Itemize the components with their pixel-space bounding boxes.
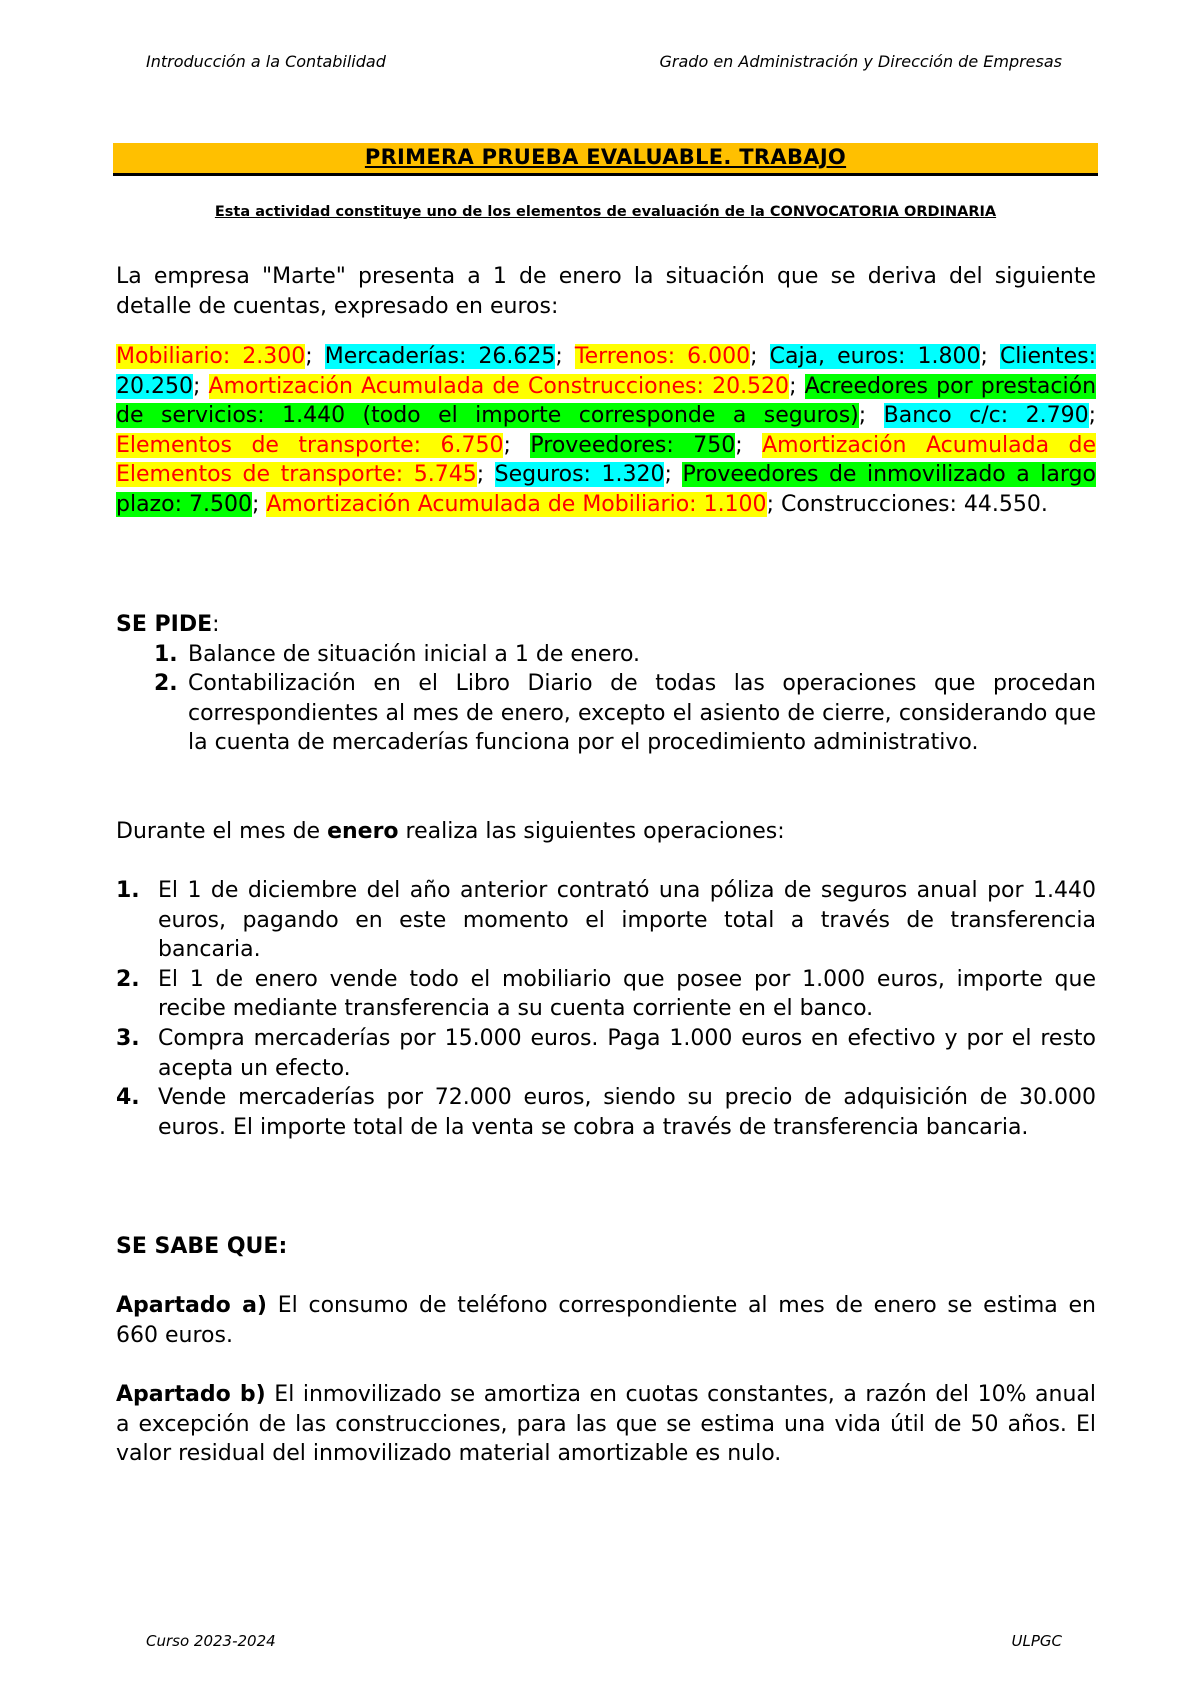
list-item	[116, 965, 1096, 1024]
se-sabe-heading: SE SABE QUE:	[116, 1234, 288, 1259]
item-text: Compra mercaderías por 15.000 euros. Paga 1.000 euros en efectivo y por el resto acepta un efecto.	[158, 1025, 1096, 1081]
item-number: 3.	[116, 1025, 140, 1051]
account-entry: Proveedores de inmovilizado a largo plazo: 7.500	[116, 462, 1096, 517]
apartado-a-label: Apartado a)	[116, 1293, 267, 1318]
intro-paragraph: La empresa "Marte" presenta a 1 de enero la situación que se deriva del siguiente detalle de cuentas, expresado en euros:	[116, 264, 1096, 319]
account-entry: Terrenos: 6.000	[574, 344, 751, 369]
operations-list	[116, 876, 1096, 1142]
item-text: Balance de situación inicial a 1 de enero.	[188, 641, 641, 667]
list-item	[116, 669, 1096, 758]
account-entry: Mercaderías: 26.625	[324, 344, 556, 369]
apartado-b-text: El inmovilizado se amortiza en cuotas constantes, a razón del 10% anual a excepción de las construcciones, para las que se estima una vida útil de 50 años. El valor residual del inmovilizado material amortizable es nulo.	[116, 1382, 1097, 1467]
intro-text-after: realiza las siguientes operaciones:	[405, 819, 785, 844]
account-entry: Caja, euros: 1.800	[769, 344, 981, 369]
account-entry: Construcciones: 44.550	[780, 491, 1041, 517]
footer-course-year: Curso 2023-2024	[146, 1632, 276, 1650]
item-text: El 1 de enero vende todo el mobiliario que posee por 1.000 euros, importe que recibe mediante transferencia a su cuenta corriente en el banco.	[158, 966, 1096, 1022]
se-pide-list	[116, 640, 1096, 758]
header-degree-name: Grado en Administración y Dirección de Empresas	[659, 52, 1062, 71]
item-text: Vende mercaderías por 72.000 euros, siendo su precio de adquisición de 30.000 euros. El importe total de la venta se cobra a través de transferencia bancaria.	[158, 1085, 1096, 1140]
apartado-a-text: El consumo de teléfono correspondiente al mes de enero se estima en 660 euros.	[116, 1293, 1096, 1348]
account-entry: Acreedores por prestación de servicios: 1.440 (todo el importe corresponde a seguros)	[116, 373, 1097, 429]
item-number: 1.	[154, 641, 178, 667]
accounts-paragraph: Mobiliario: 2.300; Mercaderías: 26.625; Terrenos: 6.000; Caja, euros: 1.800; Clientes: 20.250; Amortización Acumulada de Construcciones: 20.520; Acreedores por prestación de servicios: 1.440 (todo el importe corresponde a seguros); Banco c/c: 2.790; Elementos de transporte: 6.750; Proveedores: 750; Amortización Acumulada de Elementos de transporte: 5.745; Seguros: 1.320; Proveedores de inmovilizado a largo plazo: 7.500; Amortización Acumulada de Mobiliario: 1.100; Construcciones: 44.550.	[116, 344, 1097, 517]
footer-university: ULPGC	[1011, 1632, 1062, 1650]
account-entry: Amortización Acumulada de Mobiliario: 1.100	[266, 491, 767, 517]
apartado-a	[116, 1291, 1096, 1350]
operations-intro	[116, 817, 1096, 847]
account-entry: Proveedores: 750	[530, 432, 736, 458]
item-number: 4.	[116, 1085, 140, 1111]
intro-month: enero	[327, 819, 399, 844]
page-subtitle: Esta actividad constituye uno de los elementos de evaluación de la CONVOCATORIA ORDINARIA	[214, 204, 997, 220]
page-title: PRIMERA PRUEBA EVALUABLE. TRABAJO	[364, 145, 847, 169]
se-pide-heading: SE PIDE	[116, 612, 213, 637]
list-item	[116, 1024, 1096, 1083]
account-entry: Elementos de transporte: 6.750	[116, 432, 504, 458]
list-item	[116, 876, 1096, 965]
item-number: 2.	[116, 966, 140, 992]
apartado-b	[116, 1380, 1096, 1469]
intro-text-before: Durante el mes de	[116, 819, 321, 844]
list-item	[116, 640, 1096, 670]
apartado-b-label: Apartado b)	[116, 1382, 266, 1407]
account-entry: Seguros: 1.320	[494, 462, 665, 488]
title-bar	[113, 143, 1098, 176]
account-entry: Banco c/c: 2.790	[883, 403, 1089, 429]
item-text: Contabilización en el Libro Diario de todas las operaciones que procedan correspondientes al mes de enero, excepto el asiento de cierre, considerando que la cuenta de mercaderías funciona por el procedimiento administrativo.	[188, 671, 1096, 756]
account-entry: Amortización Acumulada de Construcciones: 20.520	[208, 373, 790, 399]
account-entry: Amortización Acumulada de Elementos de transporte: 5.745	[116, 432, 1097, 488]
account-entry: Mobiliario: 2.300	[116, 344, 306, 369]
list-item	[116, 1083, 1096, 1142]
item-number: 2.	[154, 671, 178, 697]
operations-section	[116, 876, 1096, 1142]
se-pide-section: SE PIDE: 1. Balance de situación inicial a 1 de enero. 2. Contabilización en el Libro Diario de todas las operaciones que procedan correspondientes al mes de enero, excepto el asiento de cierre, considerando que la cuenta de mercaderías funciona por el procedimiento administrativo.	[116, 610, 1096, 758]
item-text: El 1 de diciembre del año anterior contrató una póliza de seguros anual por 1.440 euros, pagando en este momento el importe total a través de transferencia bancaria.	[158, 878, 1096, 963]
account-entry: Clientes: 20.250	[116, 344, 1097, 399]
header-course-name: Introducción a la Contabilidad	[146, 52, 386, 71]
item-number: 1.	[116, 878, 140, 903]
